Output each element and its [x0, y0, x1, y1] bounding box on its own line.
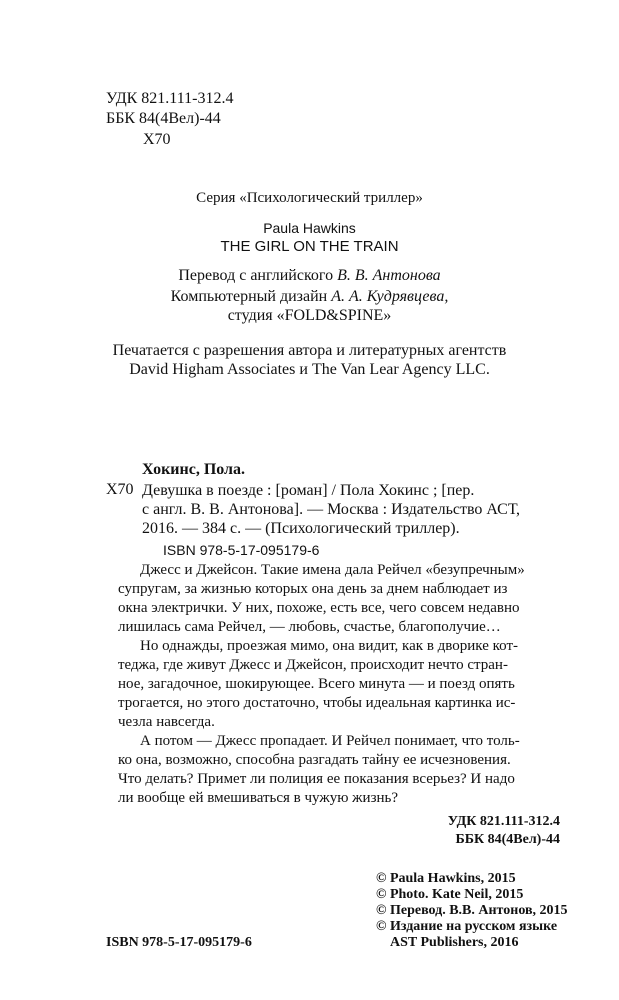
copyright-line: AST Publishers, 2016: [390, 935, 519, 950]
original-title: THE GIRL ON THE TRAIN: [220, 238, 399, 255]
annotation-line: А потом — Джесс пропадает. И Рейчел понимает, что толь-: [140, 733, 520, 749]
bottom-udk-code: УДК 821.111-312.4: [447, 814, 560, 829]
copyright-line: © Перевод. В.В. Антонов, 2015: [376, 903, 568, 918]
annotation-line: лишилась сама Рейчел, — любовь, счастье, благополучие…: [118, 619, 501, 635]
annotation-line: чезла навсегда.: [118, 714, 215, 730]
translation-credit: [0, 267, 619, 285]
permission-line-1: Печатается с разрешения автора и литературных агентств: [112, 342, 507, 359]
catalog-mark: Х70: [106, 481, 134, 498]
designer-name: А. А. Кудрявцева,: [331, 288, 449, 305]
annotation-paragraph-1: [118, 561, 560, 637]
translation-prefix: Перевод с английского: [178, 267, 338, 284]
catalog-author-heading: Хокинс, Пола.: [142, 461, 246, 478]
annotation-line: трогается, но этого достаточно, чтобы идеальная картинка ис-: [118, 695, 516, 711]
catalog-line: 2016. — 384 с. — (Психологический триллер).: [142, 520, 460, 537]
design-credit: [0, 288, 619, 306]
series-line: Серия «Психологический триллер»: [196, 190, 423, 206]
bbk-code: ББК 84(4Вел)-44: [106, 110, 221, 127]
footer-isbn: ISBN 978-5-17-095179-6: [106, 935, 252, 950]
studio-credit: студия «FOLD&SPINE»: [227, 307, 392, 324]
annotation-line: супругам, за жизнью которых она день за днем наблюдает из: [118, 581, 508, 597]
catalog-description: [142, 481, 560, 538]
bottom-bbk-code: ББК 84(4Вел)-44: [455, 832, 560, 847]
copyright-line: © Издание на русском языке: [376, 919, 558, 934]
annotation-line: ли вообще ей вмешиваться в чужую жизнь?: [118, 790, 399, 806]
annotation-line: Но однажды, проезжая мимо, она видит, как в дворике кот-: [140, 638, 518, 654]
annotation-line: Джесс и Джейсон. Такие имена дала Рейчел «безупречным»: [140, 562, 525, 578]
catalog-line: Девушка в поезде : [роман] / Пола Хокинс ; [пер.: [142, 482, 475, 499]
original-author: Paula Hawkins: [263, 220, 356, 236]
author-mark: Х70: [143, 131, 171, 148]
annotation-line: ное, загадочное, шокирующее. Всего минута — и поезд опять: [118, 676, 515, 692]
annotation-line: ко она, возможно, способна разгадать тайну ее исчезновения.: [118, 752, 511, 768]
copyright-line: © Photo. Kate Neil, 2015: [376, 887, 524, 902]
annotation-line: теджа, где живут Джесс и Джейсон, происходит нечто стран-: [118, 657, 508, 673]
annotation-line: окна электрички. У них, похоже, есть все, чего совсем недавно: [118, 600, 520, 616]
copyright-line: © Paula Hawkins, 2015: [376, 871, 516, 886]
catalog-isbn: ISBN 978-5-17-095179-6: [163, 542, 320, 558]
annotation-line: Что делать? Примет ли полиция ее показания всерьез? И надо: [118, 771, 515, 787]
udk-code: УДК 821.111-312.4: [106, 90, 234, 107]
annotation-paragraph-2: [118, 637, 560, 732]
annotation-paragraph-3: [118, 732, 560, 808]
catalog-line: с англ. В. В. Антонова]. — Москва : Издательство АСТ,: [142, 501, 520, 518]
design-prefix: Компьютерный дизайн: [170, 288, 332, 305]
permission-line-2: David Higham Associates и The Van Lear Agency LLC.: [129, 361, 490, 378]
translator-name: В. В. Антонова: [337, 267, 441, 284]
